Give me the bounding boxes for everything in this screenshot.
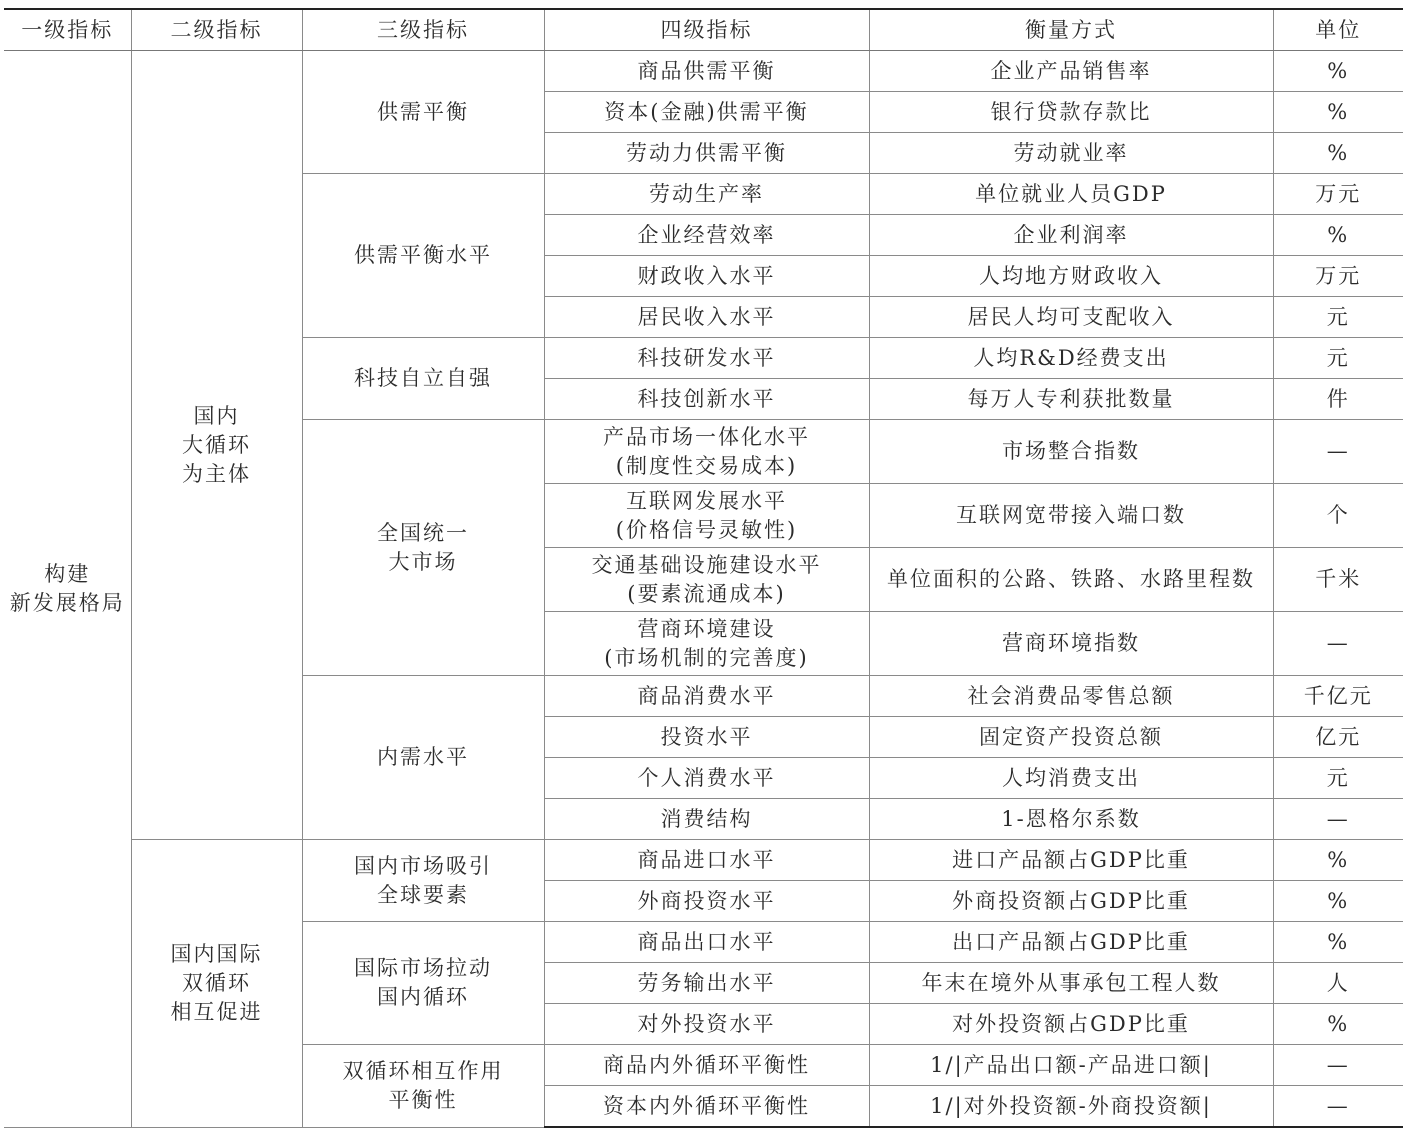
measure-cell: 营商环境指数 — [869, 612, 1273, 676]
indicator-cell: 互联网发展水平 (价格信号灵敏性) — [544, 484, 869, 548]
indicator-cell: 劳务输出水平 — [544, 963, 869, 1004]
measure-cell: 1-恩格尔系数 — [869, 799, 1273, 840]
measure-cell: 外商投资额占GDP比重 — [869, 881, 1273, 922]
table-row — [4, 51, 1403, 92]
header-measure: 衡量方式 — [869, 9, 1273, 51]
measure-cell: 单位面积的公路、铁路、水路里程数 — [869, 548, 1273, 612]
level3-cell — [302, 420, 544, 676]
measure-cell: 年末在境外从事承包工程人数 — [869, 963, 1273, 1004]
level3-cell — [302, 676, 544, 840]
unit-cell: % — [1273, 92, 1403, 133]
unit-cell: % — [1273, 1004, 1403, 1045]
unit-cell: 万元 — [1273, 174, 1403, 215]
indicator-cell: 产品市场一体化水平 (制度性交易成本) — [544, 420, 869, 484]
unit-cell: % — [1273, 51, 1403, 92]
measure-cell: 人均R&D经费支出 — [869, 338, 1273, 379]
level2-text: 国内国际 双循环 相互促进 — [170, 941, 263, 1024]
unit-cell: — — [1273, 420, 1403, 484]
unit-cell: — — [1273, 612, 1403, 676]
indicator-cell: 商品消费水平 — [544, 676, 869, 717]
level3-text: 全国统一 大市场 — [377, 520, 469, 574]
unit-cell: — — [1273, 799, 1403, 840]
header-level1: 一级指标 — [4, 9, 131, 51]
measure-cell: 居民人均可支配收入 — [869, 297, 1273, 338]
unit-cell: 件 — [1273, 379, 1403, 420]
indicator-cell: 资本(金融)供需平衡 — [544, 92, 869, 133]
indicator-cell: 居民收入水平 — [544, 297, 869, 338]
unit-cell: % — [1273, 922, 1403, 963]
unit-cell: 亿元 — [1273, 717, 1403, 758]
level3-text: 国际市场拉动 国内循环 — [354, 956, 492, 1009]
unit-cell: — — [1273, 1045, 1403, 1086]
measure-cell: 1/|产品出口额-产品进口额| — [869, 1045, 1273, 1086]
indicator-cell: 个人消费水平 — [544, 758, 869, 799]
indicator-cell: 营商环境建设 (市场机制的完善度) — [544, 612, 869, 676]
measure-cell: 出口产品额占GDP比重 — [869, 922, 1273, 963]
indicator-cell: 资本内外循环平衡性 — [544, 1086, 869, 1128]
unit-cell: — — [1273, 1086, 1403, 1128]
level3-cell — [302, 51, 544, 174]
measure-cell: 固定资产投资总额 — [869, 717, 1273, 758]
indicator-cell: 科技创新水平 — [544, 379, 869, 420]
unit-cell: 千亿元 — [1273, 676, 1403, 717]
indicator-cell: 财政收入水平 — [544, 256, 869, 297]
header-level4: 四级指标 — [544, 9, 869, 51]
indicator-cell: 科技研发水平 — [544, 338, 869, 379]
measure-cell: 人均地方财政收入 — [869, 256, 1273, 297]
level3-text: 供需平衡 — [377, 99, 469, 124]
measure-cell: 企业利润率 — [869, 215, 1273, 256]
unit-cell: % — [1273, 133, 1403, 174]
level3-cell — [302, 174, 544, 338]
unit-cell: 元 — [1273, 297, 1403, 338]
header-level2: 二级指标 — [131, 9, 302, 51]
unit-cell: 个 — [1273, 484, 1403, 548]
level2-text: 国内 大循环 为主体 — [182, 403, 251, 486]
level3-cell — [302, 840, 544, 922]
measure-cell: 人均消费支出 — [869, 758, 1273, 799]
measure-cell: 市场整合指数 — [869, 420, 1273, 484]
level1-text: 构建 新发展格局 — [9, 561, 125, 615]
indicator-cell: 外商投资水平 — [544, 881, 869, 922]
level3-text: 供需平衡水平 — [354, 243, 492, 267]
level2-cell — [131, 840, 302, 1128]
indicator-cell: 劳动生产率 — [544, 174, 869, 215]
indicator-table — [4, 8, 1403, 1128]
indicator-cell: 交通基础设施建设水平 (要素流通成本) — [544, 548, 869, 612]
header-unit: 单位 — [1273, 9, 1403, 51]
header-level3: 三级指标 — [302, 9, 544, 51]
unit-cell: 千米 — [1273, 548, 1403, 612]
table-row — [4, 840, 1403, 881]
indicator-cell: 劳动力供需平衡 — [544, 133, 869, 174]
level1-cell — [4, 51, 131, 1128]
indicator-cell: 对外投资水平 — [544, 1004, 869, 1045]
measure-cell: 企业产品销售率 — [869, 51, 1273, 92]
unit-cell: % — [1273, 215, 1403, 256]
unit-cell: 元 — [1273, 758, 1403, 799]
indicator-cell: 商品出口水平 — [544, 922, 869, 963]
indicator-cell: 商品内外循环平衡性 — [544, 1045, 869, 1086]
level3-cell — [302, 1045, 544, 1128]
level3-text: 内需水平 — [377, 745, 469, 769]
unit-cell: 人 — [1273, 963, 1403, 1004]
unit-cell: % — [1273, 840, 1403, 881]
level3-text: 双循环相互作用 平衡性 — [342, 1058, 504, 1112]
indicator-cell: 商品进口水平 — [544, 840, 869, 881]
indicator-cell: 消费结构 — [544, 799, 869, 840]
unit-cell: 元 — [1273, 338, 1403, 379]
unit-cell: % — [1273, 881, 1403, 922]
indicator-cell: 企业经营效率 — [544, 215, 869, 256]
measure-cell: 单位就业人员GDP — [869, 174, 1273, 215]
measure-cell: 互联网宽带接入端口数 — [869, 484, 1273, 548]
indicator-cell: 投资水平 — [544, 717, 869, 758]
level3-text: 国内市场吸引 全球要素 — [354, 853, 492, 907]
measure-cell: 每万人专利获批数量 — [869, 379, 1273, 420]
header-row — [4, 9, 1403, 51]
level3-cell — [302, 922, 544, 1045]
measure-cell: 1/|对外投资额-外商投资额| — [869, 1086, 1273, 1128]
level3-cell — [302, 338, 544, 420]
indicator-cell: 商品供需平衡 — [544, 51, 869, 92]
level2-cell — [131, 51, 302, 840]
measure-cell: 银行贷款存款比 — [869, 92, 1273, 133]
measure-cell: 进口产品额占GDP比重 — [869, 840, 1273, 881]
measure-cell: 对外投资额占GDP比重 — [869, 1004, 1273, 1045]
measure-cell: 社会消费品零售总额 — [869, 676, 1273, 717]
unit-cell: 万元 — [1273, 256, 1403, 297]
measure-cell: 劳动就业率 — [869, 133, 1273, 174]
level3-text: 科技自立自强 — [354, 366, 492, 390]
